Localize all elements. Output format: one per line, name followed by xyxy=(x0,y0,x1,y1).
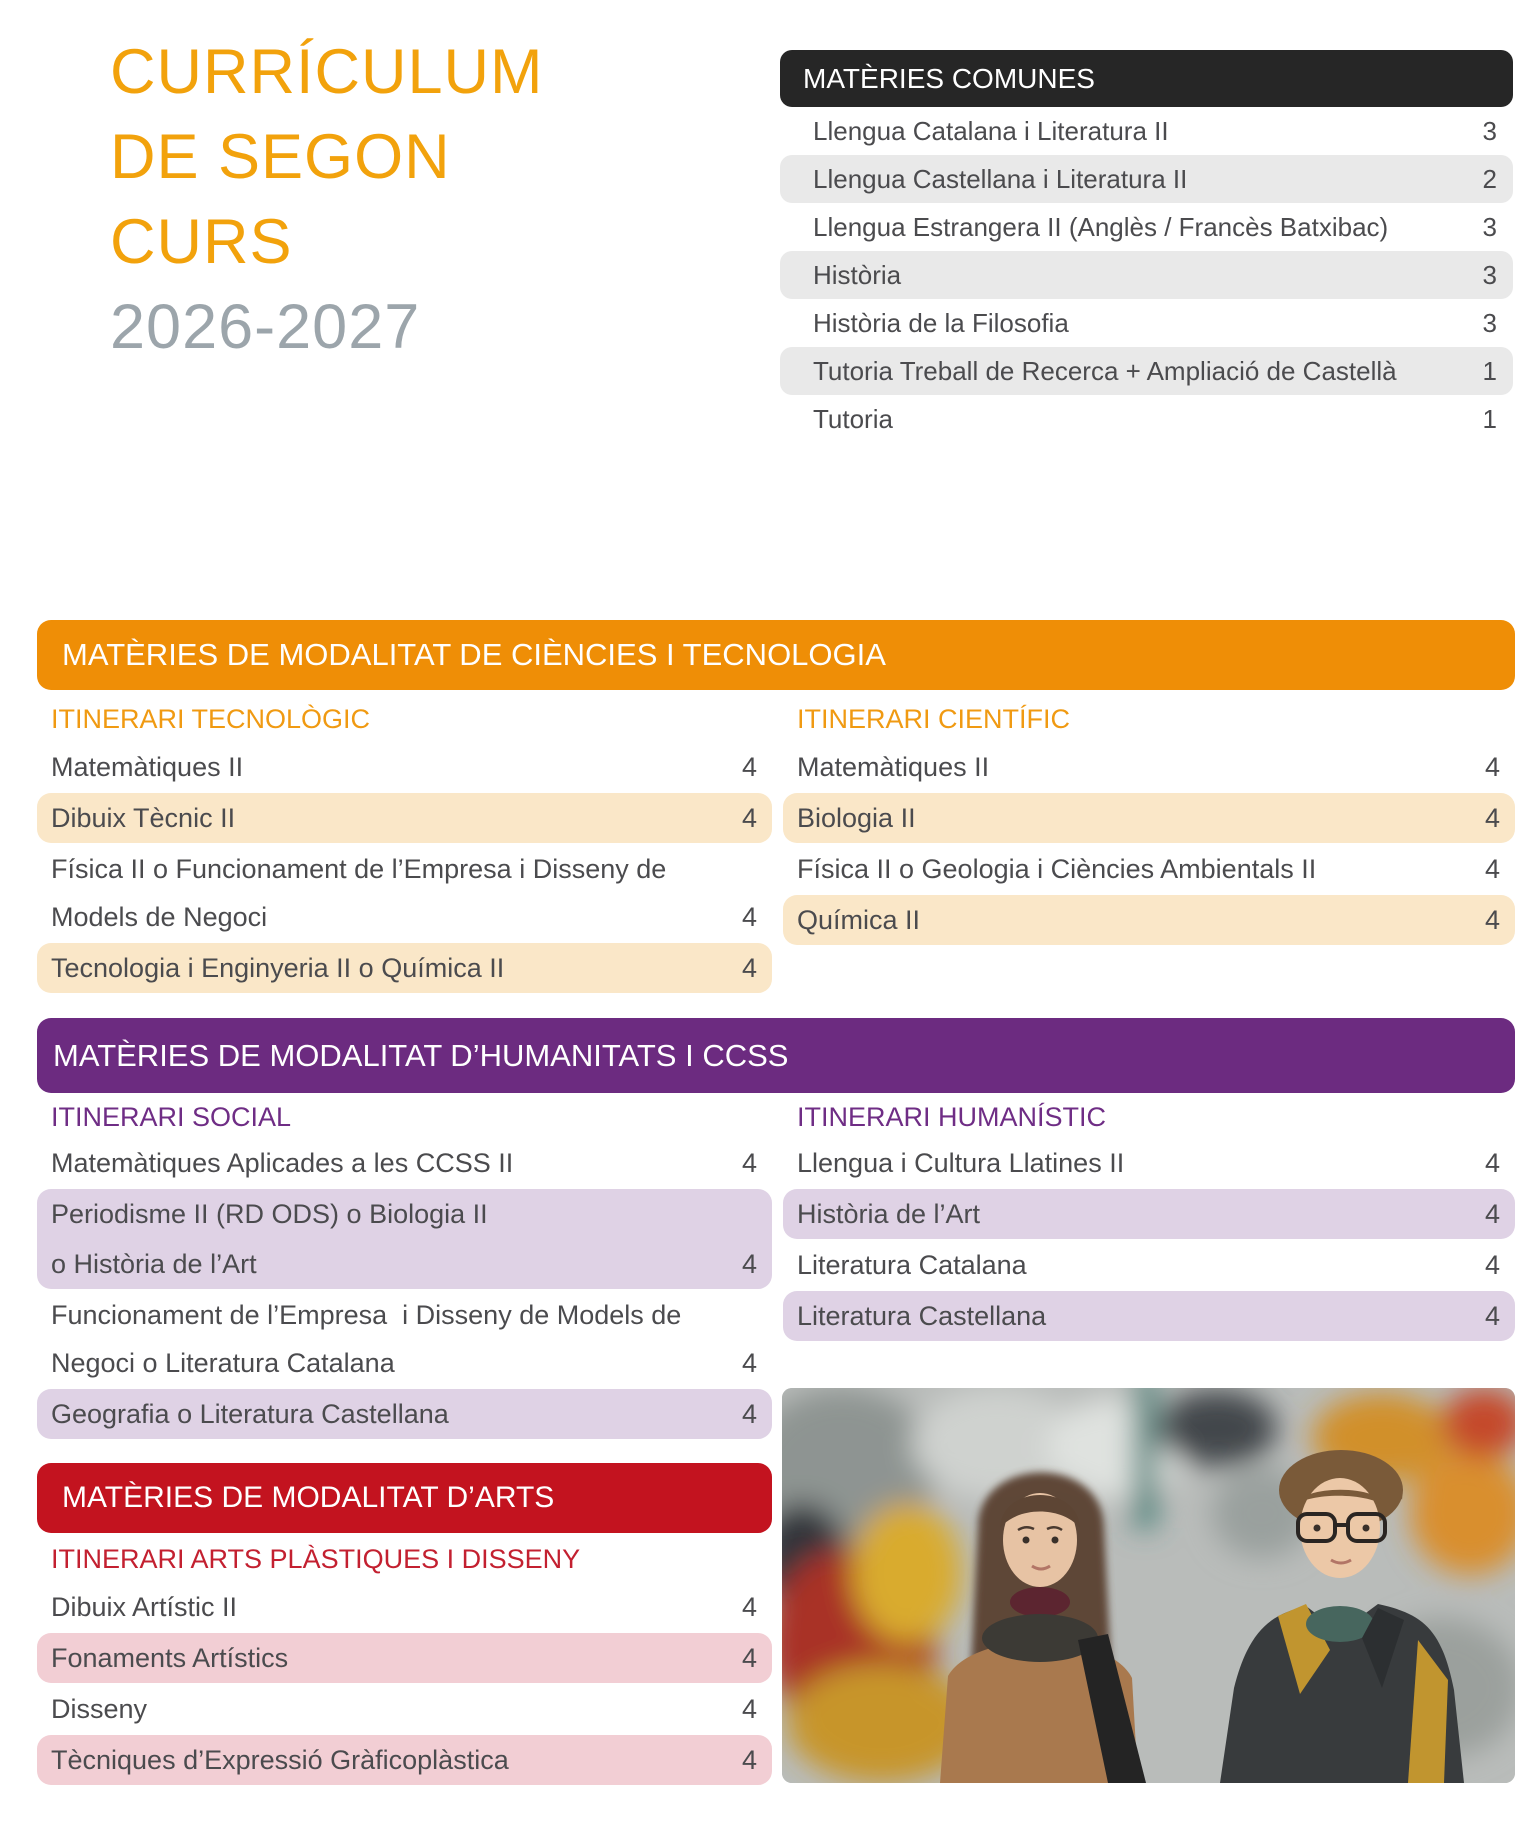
subject-label: Fonaments Artístics xyxy=(51,1642,289,1673)
humanitats-header-label: MATÈRIES DE MODALITAT D’HUMANITATS I CCSS xyxy=(53,1037,789,1073)
subject-label: Tutoria Treball de Recerca + Ampliació de Castellà xyxy=(813,355,1397,386)
subject-hours: 4 xyxy=(741,751,757,782)
arts-header-band xyxy=(37,1463,772,1533)
subject-hours: 4 xyxy=(1484,751,1500,782)
subject-row xyxy=(37,1633,772,1683)
subject-hours: 4 xyxy=(1484,802,1500,833)
subject-row xyxy=(780,155,1513,203)
ciencies-header-label: MATÈRIES DE MODALITAT DE CIÈNCIES I TECNOLOGIA xyxy=(62,637,886,672)
subject-row xyxy=(783,845,1515,893)
subject-label: Història xyxy=(813,259,902,290)
students-photo xyxy=(782,1388,1515,1783)
subject-hours: 4 xyxy=(741,1248,757,1279)
arts-header-label: MATÈRIES DE MODALITAT D’ARTS xyxy=(62,1481,555,1514)
section-arts xyxy=(37,1463,772,1785)
subject-label: Disseny xyxy=(51,1693,148,1724)
subject-label: Literatura Catalana xyxy=(797,1249,1027,1280)
subject-label: Tutoria xyxy=(813,403,893,434)
subject-hours: 1 xyxy=(1482,355,1497,386)
itinerari-tecnologic-label: ITINERARI TECNOLÒGIC xyxy=(51,704,371,734)
column-itinerari-humanistic xyxy=(783,1093,1515,1341)
title-years: 2026-2027 xyxy=(110,292,421,362)
ciencies-header-band xyxy=(37,620,1515,690)
column-itinerari-social xyxy=(37,1093,772,1439)
section-humanitats-ccss xyxy=(37,1018,1515,1429)
subject-label: Història de l’Art xyxy=(797,1198,981,1229)
poster-title xyxy=(110,30,544,370)
subject-hours: 4 xyxy=(741,1398,757,1429)
title-line-2: DE SEGON xyxy=(110,122,451,192)
subject-label: Tecnologia i Enginyeria II o Química II xyxy=(51,952,505,983)
subject-hours: 4 xyxy=(1484,1300,1500,1331)
subject-row xyxy=(783,793,1515,843)
itinerari-arts-label: ITINERARI ARTS PLÀSTIQUES I DISSENY xyxy=(51,1544,581,1574)
subject-hours: 4 xyxy=(1484,1147,1500,1178)
subject-label: Negoci o Literatura Catalana xyxy=(51,1347,395,1378)
subject-label: Matemàtiques Aplicades a les CCSS II xyxy=(51,1147,514,1178)
subject-row xyxy=(780,251,1513,299)
itinerari-social-label: ITINERARI SOCIAL xyxy=(51,1102,292,1132)
subject-row xyxy=(37,943,772,993)
subject-label: o Història de l’Art xyxy=(51,1248,257,1279)
subject-row xyxy=(780,107,1513,155)
subject-row xyxy=(780,299,1513,347)
subject-label: Llengua Estrangera II (Anglès / Francès Batxibac) xyxy=(813,211,1389,242)
subject-label: Llengua Catalana i Literatura II xyxy=(813,115,1169,146)
students-photo-illustration xyxy=(782,1388,1515,1783)
subject-hours: 4 xyxy=(1484,853,1500,884)
humanitats-header-band xyxy=(37,1018,1515,1093)
subject-hours: 4 xyxy=(741,952,757,983)
subject-label: Física II o Geologia i Ciències Ambientals II xyxy=(797,853,1317,884)
subject-label: Història de la Filosofia xyxy=(813,307,1069,338)
subject-hours: 3 xyxy=(1482,259,1497,290)
subject-hours: 3 xyxy=(1482,307,1497,338)
subject-row xyxy=(37,845,772,941)
subject-hours: 4 xyxy=(741,1147,757,1178)
title-line-1: CURRÍCULUM xyxy=(110,37,544,107)
subject-hours: 1 xyxy=(1482,403,1497,434)
subject-label: Matemàtiques II xyxy=(51,751,244,782)
subject-row xyxy=(780,395,1513,443)
subject-label: Periodisme II (RD ODS) o Biologia II xyxy=(51,1198,488,1229)
subject-hours: 4 xyxy=(741,1591,757,1622)
subject-row xyxy=(37,1685,772,1733)
subject-row xyxy=(37,1189,772,1289)
column-itinerari-arts xyxy=(37,1545,772,1785)
subject-hours: 4 xyxy=(1484,1249,1500,1280)
subject-label: Matemàtiques II xyxy=(797,751,990,782)
subject-label: Funcionament de l’Empresa i Disseny de Models de xyxy=(51,1299,682,1330)
subject-row xyxy=(37,743,772,791)
subject-hours: 4 xyxy=(741,802,757,833)
subject-row xyxy=(37,1583,772,1631)
subject-hours: 4 xyxy=(741,1642,757,1673)
column-itinerari-tecnologic xyxy=(37,690,772,993)
subject-label: Tècniques d’Expressió Gràficoplàstica xyxy=(51,1744,509,1775)
subject-label: Física II o Funcionament de l’Empresa i Disseny de xyxy=(51,853,667,884)
subject-hours: 2 xyxy=(1482,163,1497,194)
subject-row xyxy=(783,1241,1515,1289)
subject-row xyxy=(37,1389,772,1439)
itinerari-cientific-label: ITINERARI CIENTÍFIC xyxy=(797,704,1071,734)
comunes-header-band xyxy=(780,50,1513,107)
comunes-header-label: MATÈRIES COMUNES xyxy=(803,62,1095,94)
subject-hours: 4 xyxy=(741,1693,757,1724)
subject-hours: 4 xyxy=(1484,904,1500,935)
column-itinerari-cientific xyxy=(783,690,1515,945)
subject-hours: 4 xyxy=(1484,1198,1500,1229)
subject-label: Química II xyxy=(797,904,921,935)
title-line-3: CURS xyxy=(110,207,293,277)
subject-label: Models de Negoci xyxy=(51,901,268,932)
subject-hours: 3 xyxy=(1482,115,1497,146)
subject-row xyxy=(37,793,772,843)
subject-row xyxy=(780,203,1513,251)
subject-label: Llengua i Cultura Llatines II xyxy=(797,1147,1125,1178)
subject-row xyxy=(783,1139,1515,1187)
subject-row xyxy=(37,1139,772,1187)
subject-hours: 4 xyxy=(741,1347,757,1378)
subject-hours: 3 xyxy=(1482,211,1497,242)
section-materies-comunes xyxy=(780,50,1513,443)
subject-row xyxy=(780,347,1513,395)
section-ciencies-tecnologia xyxy=(37,620,1515,983)
itinerari-humanistic-label: ITINERARI HUMANÍSTIC xyxy=(797,1102,1107,1132)
subject-row xyxy=(783,895,1515,945)
subject-row xyxy=(783,1291,1515,1341)
subject-row xyxy=(783,743,1515,791)
subject-row xyxy=(37,1291,772,1387)
subject-label: Literatura Castellana xyxy=(797,1300,1047,1331)
subject-hours: 4 xyxy=(741,901,757,932)
subject-hours: 4 xyxy=(741,1744,757,1775)
subject-row xyxy=(783,1189,1515,1239)
subject-label: Dibuix Tècnic II xyxy=(51,802,236,833)
subject-row xyxy=(37,1735,772,1785)
subject-label: Llengua Castellana i Literatura II xyxy=(813,163,1188,194)
subject-label: Geografia o Literatura Castellana xyxy=(51,1398,449,1429)
subject-label: Dibuix Artístic II xyxy=(51,1591,238,1622)
subject-label: Biologia II xyxy=(797,802,916,833)
